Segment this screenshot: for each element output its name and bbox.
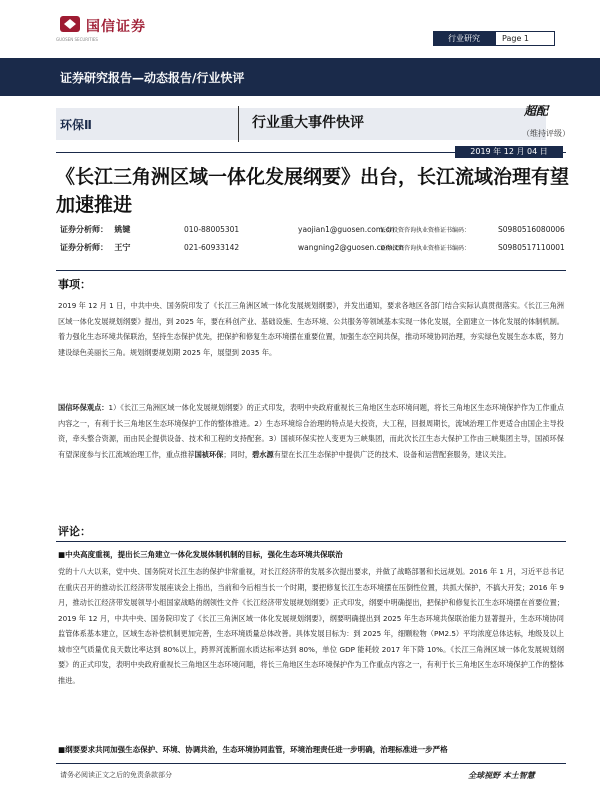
comment-paragraph: 党的十八大以来，党中央、国务院对长江生态的保护非常重视，对长江经济带的发展多次提出要求，并做了战略部署和长远规划。2016 年 1 月，习近平总书记在重庆召开的推动长江经济带发展座谈会上指出，当前和今后相当长一个时期，要把修复长江生态环境摆在压倒性位置，共抓大保护，不搞大开发；2016 年 9 月，推动长江经济带发展领导小组国家战略的纲领性文件《长江经济带发展规划纲要》正式印发，纲要中明确提出，把保护和修复长江生态环境摆在首要位置；2019 年 12 月，中共中央、国务院印发了《长江三角洲区域一体化发展规划纲要》，纲要明确提出到 2025 年生态环境共保联治能力显著提升，生态环境协同监管体系基本建立，区域生态补偿机制更加完善，生态环境质量总体改善。具体发展目标为：到 2025 年，细颗粒物（PM2.5）平均浓度总体达标，地级及以上城市空气质量优良天数比率达到 80%以上，跨界河流断面水质达标率达到 80%，单位 GDP 能耗较 2017 年下降 10%。《长江三角洲区域一体化发展规划纲要》的正式印发，表明中央政府重视长三角地区生态环境问题，将长三角地区生态环境保护作为工作重点内容之一，有利于长三角地区生态环境保护工作的整体推进。 (58, 567, 564, 685)
recommend-stock: 国祯环保 (194, 449, 224, 459)
guosen-view-label: 国信环保观点： (58, 403, 109, 412)
recommend-stock: 碧水源 (252, 449, 274, 459)
guosen-view-text: ；同时， (223, 449, 253, 459)
guosen-view-paragraph (58, 400, 564, 462)
comment-bullet-title: ■中央高度重视，提出长三角建立一体化发展体制机制的目标，强化生态环境共保联治 (58, 550, 343, 559)
rating-note: （维持评级） (522, 129, 570, 138)
guosen-view-text: 1）《长江三角洲区域一体化发展规划纲要》的正式印发，表明中央政府重视长三角地区生态环境问题，将长三角地区生态环境保护作为工作重点内容之一，有利于长三角地区生态环境保护工作的整体推进。2）生态环境综合治理的特点是大投资，大工程，回报周期长，流域治理工作更适合由国企主导投资，牵头整合资源，而由民企提供设备、技术和工程的支持配套。3）国祯环保实控人变更为三峡集团，而此次长江生态大保护工作由三峡集团主导，国祯环保有望深度参与长江流域治理工作，重点推荐 (58, 403, 564, 459)
analyst-cert-label: 证券投资咨询执业资格证书编码： (380, 245, 471, 252)
analyst-name: 王宁 (114, 243, 131, 252)
analyst-email: yaojian1@guosen.com.cn (298, 225, 395, 234)
logo-text: 国信证券 (86, 19, 146, 35)
comment-bullet-title: ■纲要要求共同加强生态保护、环境、协调共治，生态环境协同监管，环境治理责任进一步明确，治理标准进一步严格 (58, 745, 448, 754)
footer-slogan: 全球视野 本土智慧 (468, 771, 535, 780)
guosen-logo-icon (58, 12, 82, 36)
analyst-cert: S0980516080006 (498, 225, 565, 234)
guosen-view-text: 有望在长江生态保护中提供广泛的技术、设备和运营配套服务，建议关注。 (273, 449, 511, 459)
divider (238, 106, 239, 142)
report-type-tag: 行业研究 (433, 31, 495, 46)
logo-subtext: GUOSEN SECURITIES (56, 37, 98, 42)
event-heading: 事项： (58, 278, 91, 291)
section-rule (56, 270, 566, 271)
analyst-cert: S0980517110001 (498, 243, 565, 252)
analyst-name: 姚键 (114, 225, 131, 234)
disclaimer-note: 请务必阅读正文之后的免责条款部分 (60, 771, 172, 779)
comment-heading: 评论： (58, 525, 91, 538)
analyst-email: wangning2@guosen.com.cn (298, 243, 404, 252)
footer-rule (56, 763, 566, 764)
report-date: 2019 年 12 月 04 日 (455, 146, 563, 158)
section-rule (56, 541, 566, 542)
analyst-label: 证券分析师： (60, 243, 108, 252)
report-title: 《长江三角洲区域一体化发展纲要》出台，长江流域治理有望加速推进 (56, 166, 570, 216)
report-subtitle: 行业重大事件快评 (252, 115, 364, 131)
analyst-cert-label: 证券投资咨询执业资格证书编码： (380, 227, 471, 234)
rating: 超配 (524, 104, 549, 118)
analyst-phone: 021-60933142 (184, 243, 240, 252)
banner-text: 证券研究报告—动态报告/行业快评 (60, 71, 245, 85)
analyst-row (60, 242, 130, 253)
event-paragraph: 2019 年 12 月 1 日，中共中央、国务院印发了《长江三角洲区域一体化发展规划纲要》，并发出通知，要求各地区各部门结合实际认真贯彻落实。《长江三角洲区域一体化发展规划纲要》提出，到 2025 年，要在科创产业、基础设施、生态环境、公共服务等领域基本实现一体化发展，全面建立一体化发展的体制机制。着力强化生态环境共保联治，坚持生态保护优先，把保护和修复生态环境摆在重要位置，加强生态空间共保，推动环境协同治理，夯实绿色发展生态本底，努力建设绿色美丽长三角。规划纲要规划期 2025 年，展望到 2035 年。 (58, 301, 564, 357)
analyst-row (60, 224, 130, 235)
analyst-label: 证券分析师： (60, 225, 108, 234)
page-number: Page 1 (495, 31, 555, 46)
analyst-phone: 010-88005301 (184, 225, 240, 234)
sector-name: 环保Ⅱ (60, 118, 92, 132)
